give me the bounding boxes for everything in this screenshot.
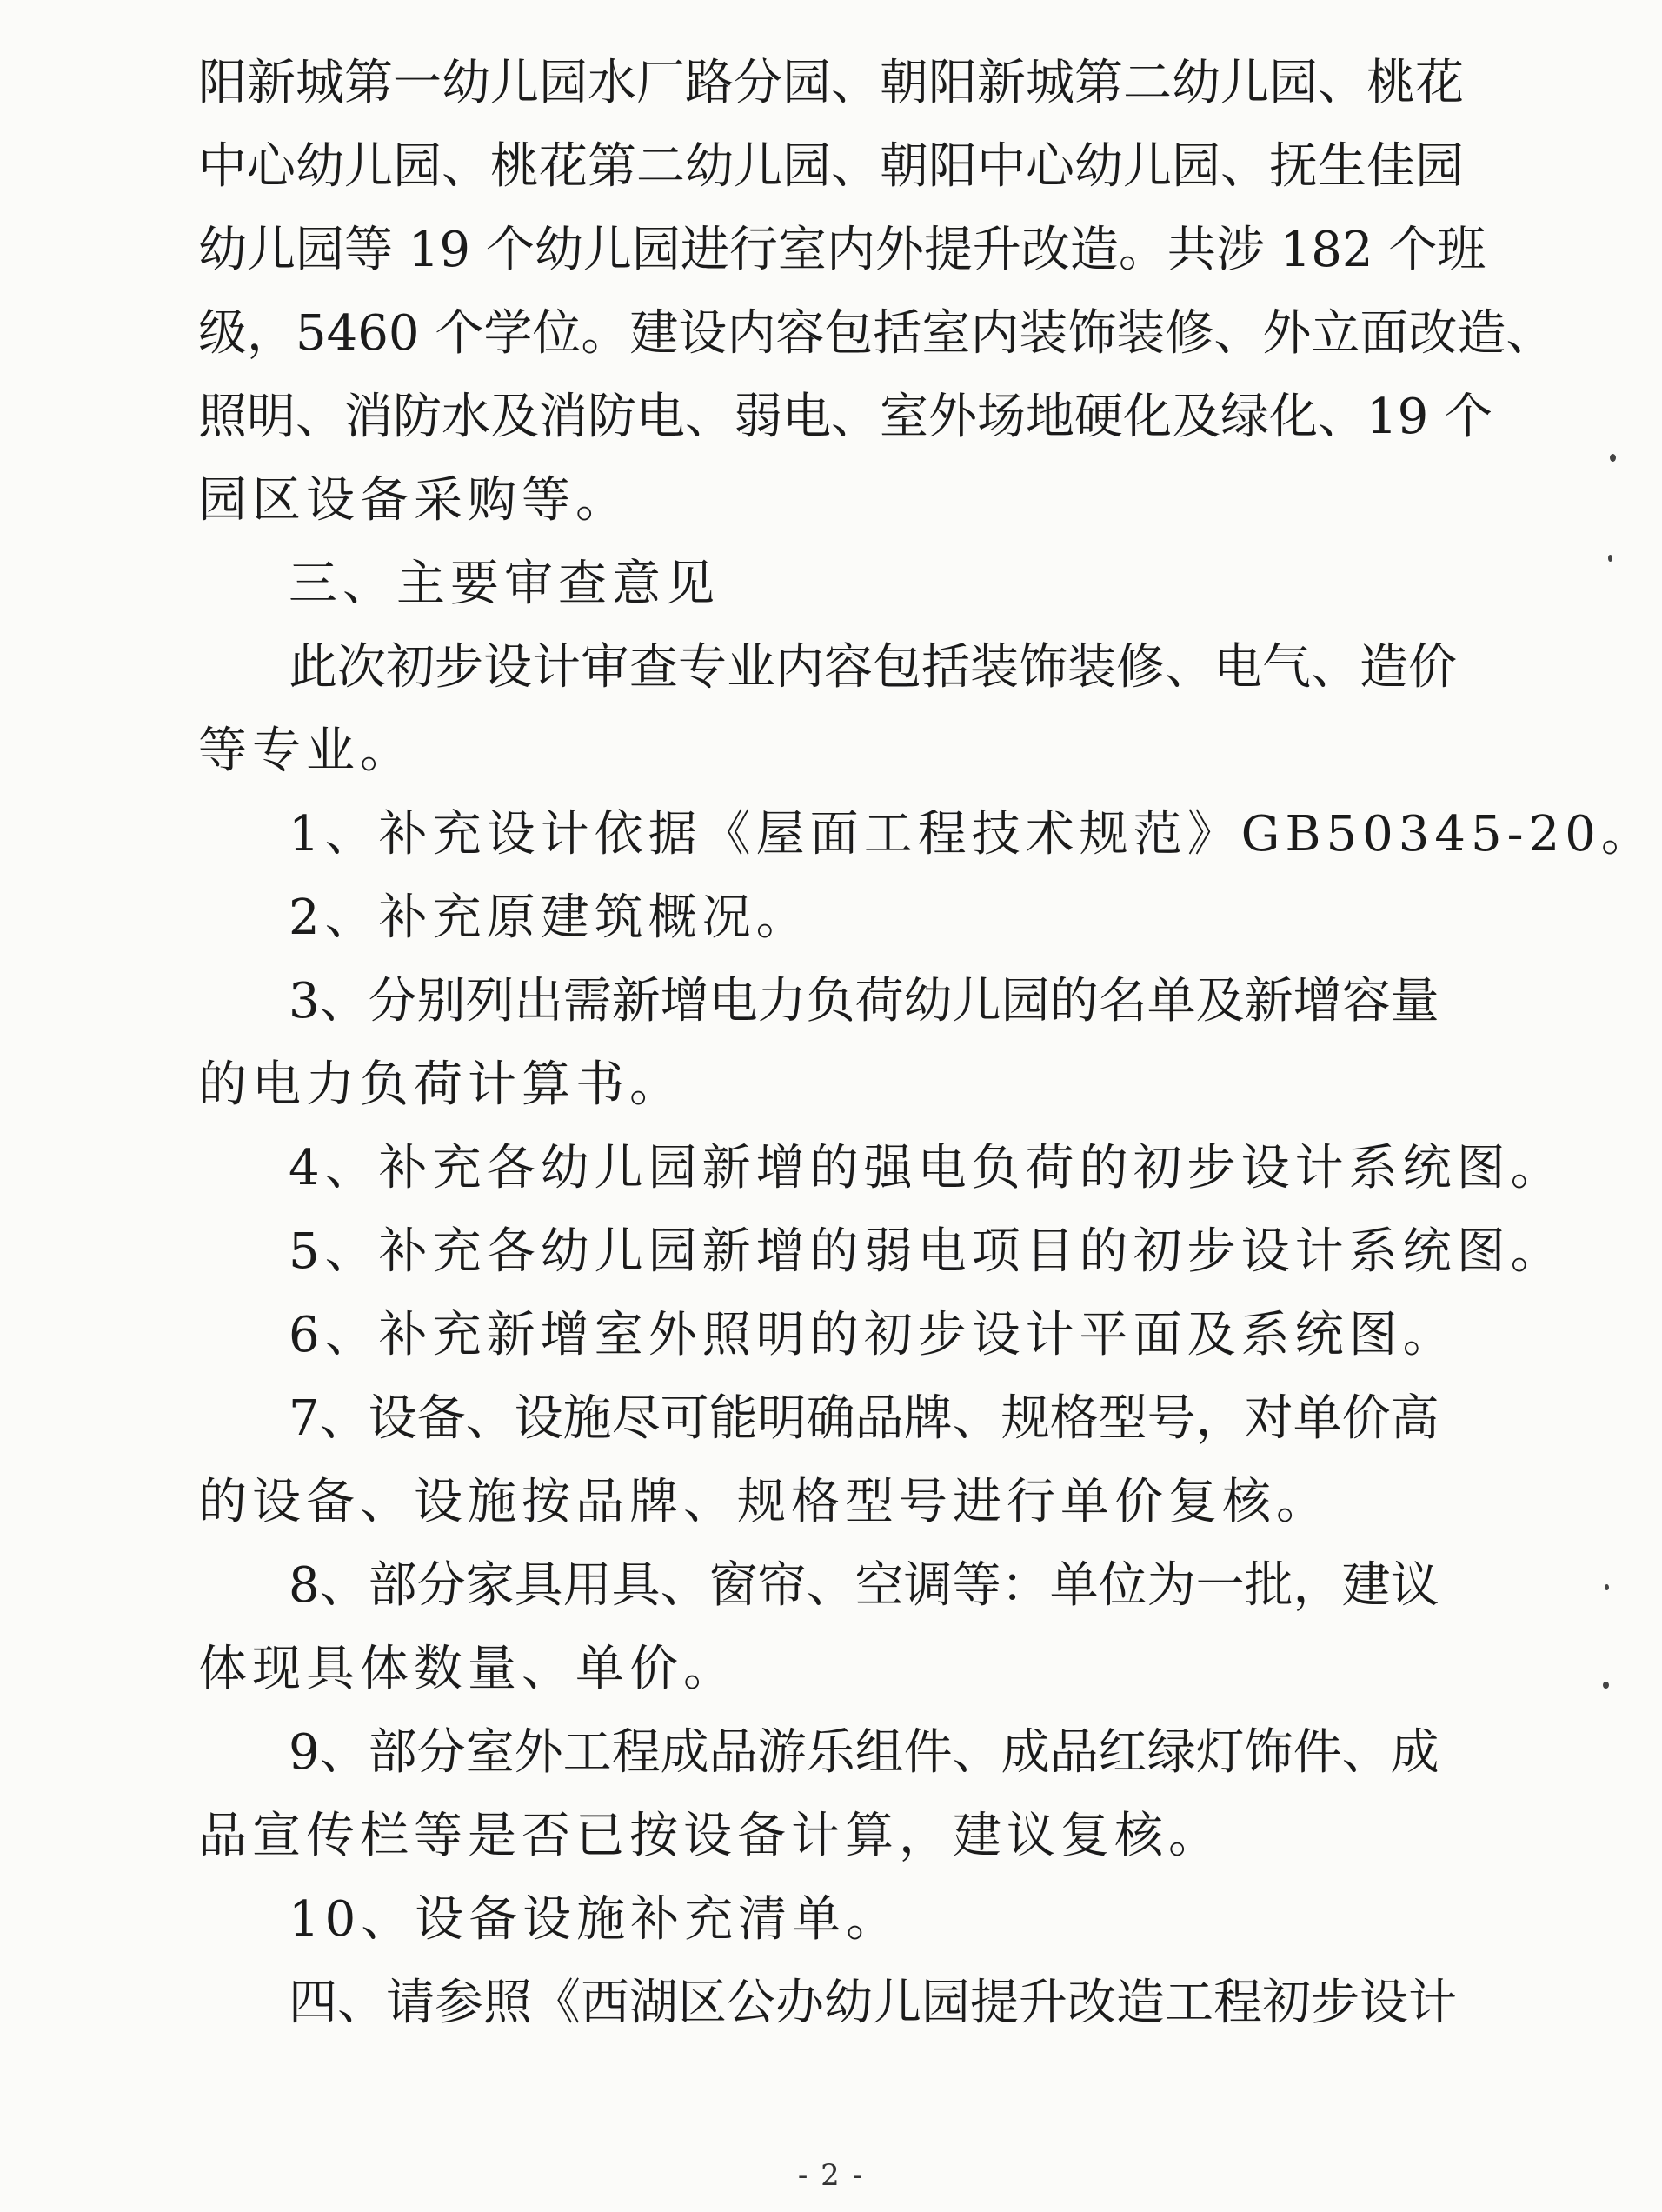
section-heading: 三、主要审查意见 xyxy=(289,556,720,612)
list-item: 10、设备设施补充清单。 xyxy=(289,1891,901,1948)
text-line: 级，5460 个学位。建设内容包括室内装饰装修、外立面改造、 xyxy=(198,305,1555,362)
page-number: - 2 - xyxy=(797,2158,865,2193)
text-line: 照明、消防水及消防电、弱电、室外场地硬化及绿化、19 个 xyxy=(198,389,1493,445)
scan-speck xyxy=(1610,454,1616,462)
scan-speck xyxy=(1605,1584,1609,1590)
text-line: 的设备、设施按品牌、规格型号进行单价复核。 xyxy=(198,1474,1330,1530)
list-item: 2、补充原建筑概况。 xyxy=(289,889,810,946)
list-item: 6、补充新增室外照明的初步设计平面及系统图。 xyxy=(289,1307,1457,1363)
text-line: 幼儿园等 19 个幼儿园进行室内外提升改造。共涉 182 个班 xyxy=(198,222,1486,278)
list-item: 8、部分家具用具、窗帘、空调等：单位为一批，建议 xyxy=(289,1557,1439,1614)
text-line: 中心幼儿园、桃花第二幼儿园、朝阳中心幼儿园、抚生佳园 xyxy=(198,138,1464,195)
list-item: 4、补充各幼儿园新增的强电负荷的初步设计系统图。 xyxy=(289,1140,1565,1196)
section-heading: 四、请参照《西湖区公办幼儿园提升改造工程初步设计 xyxy=(289,1975,1457,2031)
scan-speck xyxy=(1608,555,1612,562)
list-item: 9、部分室外工程成品游乐组件、成品红绿灯饰件、成 xyxy=(289,1724,1439,1781)
list-item: 5、补充各幼儿园新增的弱电项目的初步设计系统图。 xyxy=(289,1223,1565,1280)
list-item: 3、分别列出需新增电力负荷幼儿园的名单及新增容量 xyxy=(289,973,1439,1029)
text-line: 等专业。 xyxy=(198,723,414,779)
text-line: 的电力负荷计算书。 xyxy=(198,1056,683,1113)
text-line: 阳新城第一幼儿园水厂路分园、朝阳新城第二幼儿园、桃花 xyxy=(198,55,1464,111)
list-item: 7、设备、设施尽可能明确品牌、规格型号，对单价高 xyxy=(289,1390,1439,1447)
text-line: 体现具体数量、单价。 xyxy=(198,1641,737,1697)
text-line: 园区设备采购等。 xyxy=(198,472,629,529)
list-item: 1、补充设计依据《屋面工程技术规范》GB50345-20。 xyxy=(289,806,1655,863)
text-line: 此次初步设计审查专业内容包括装饰装修、电气、造价 xyxy=(289,639,1457,696)
text-line: 品宣传栏等是否已按设备计算，建议复核。 xyxy=(198,1808,1222,1864)
scan-speck xyxy=(1603,1682,1609,1689)
